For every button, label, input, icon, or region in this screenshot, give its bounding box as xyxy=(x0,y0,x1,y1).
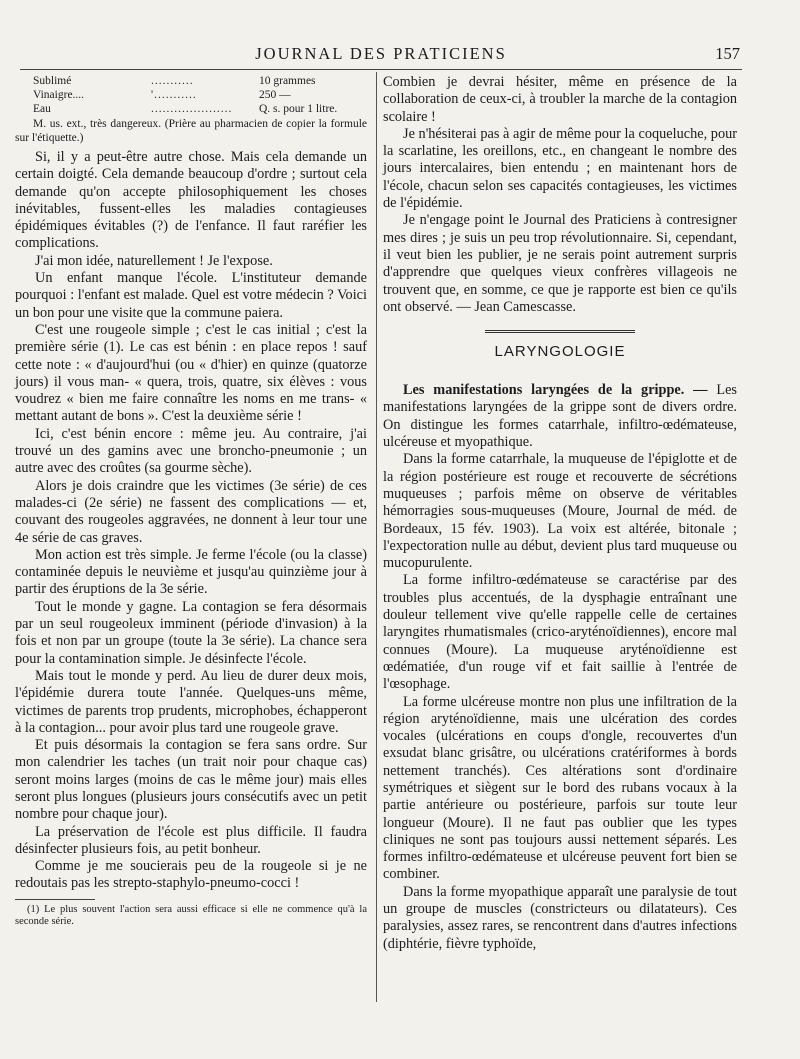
running-header xyxy=(20,40,742,70)
formula-ingredient: Vinaigre.... xyxy=(33,89,85,101)
paragraph: La forme ulcéreuse montre non plus une infiltration de la région aryténoïdienne, mais une ulcération des cordes vocales (ulcérations en coups d'ongle, recouvertes d'un exsudat blanc grisâtre, ou ulcérations cratériformes à bords nettement tranchés). Ces altérations sont d'ordinaire symétriques et siègent sur le bord des rubans vocaux à la partie antérieure ou postérieure, parfois sur toute leur longueur (Moure). Il ne faut pas oublier que les types cliniques ne sont pas toujours aussi nettement séparés. Les formes infiltro-œdémateuse et ulcéreuse peuvent fort bien se combiner. xyxy=(383,693,737,883)
paragraph: J'ai mon idée, naturellement ! Je l'expose. xyxy=(35,252,273,269)
page-number: 157 xyxy=(715,44,740,63)
article-title: Les manifestations laryngées de la grippe. — xyxy=(403,382,708,399)
formula-dots: ........... xyxy=(151,75,194,87)
paragraph: Je n'hésiterai pas à agir de même pour la coqueluche, pour la scarlatine, les oreillons, etc., en changeant le nombre des jours intercalaires, bien entendu ; en maintenant hors de l'école, chacun selon ses capacités contagieuses, les victimes de l'épidémie. xyxy=(383,125,737,212)
journal-title: JOURNAL DES PRATICIENS xyxy=(255,44,507,63)
paragraph: Dans la forme catarrhale, la muqueuse de l'épiglotte et de la région postérieure est rouge et recouverte de sécrétions muqueuses ; parfois même on observe de véritables hémorragies sous-muqueuses (Moure, Journal de méd. de Bordeaux, 15 fév. 1903). La voix est altérée, bitonale ; l'expectoration nulle au début, devient plus tard muqueuse ou mucopurulente. xyxy=(383,451,737,572)
formula-row xyxy=(15,74,367,88)
article-lead: Les manifestations laryngées de la grippe sont de divers ordre. On distingue les formes catarrhale, infiltro-œdémateuse, ulcéreuse et myopathique. xyxy=(383,382,737,451)
formula-ingredient: Eau xyxy=(33,103,51,115)
footnote-rule xyxy=(15,899,95,900)
paragraph: La préservation de l'école est plus difficile. Il faudra désinfecter plusieurs fois, au petit bonheur. xyxy=(15,823,367,857)
paragraph: Mon action est très simple. Je ferme l'école (ou la classe) contaminée depuis le neuvième et jusqu'au quinzième jour à partir des éruptions de la 3e série. xyxy=(15,546,367,598)
paragraph: Mais tout le monde y perd. Au lieu de durer deux mois, l'épidémie durera toute l'année. Quelques-uns même, victimes de parents trop prudents, microphobes, échapperont à la contagion... pour avoir plus tard une rougeole grave. xyxy=(15,667,367,736)
formula-quantity: 250 — xyxy=(259,89,291,101)
formula-note: M. us. ext., très dangereux. (Prière au pharmacien de copier la formule sur l'étiquette.) xyxy=(15,118,367,144)
footnote: (1) Le plus souvent l'action sera aussi efficace si elle ne commence qu'à la seconde série. xyxy=(15,903,367,928)
right-column xyxy=(383,74,737,953)
paragraph: Dans la forme myopathique apparaît une paralysie de tout un groupe de muscles (constricteurs ou dilatateurs). Ces paralysies, assez rares, se rencontrent dans d'autres infections (diphtérie, fièvre typhoïde, xyxy=(383,883,737,952)
paragraph: Et puis désormais la contagion se fera sans ordre. Sur mon calendrier les taches (un trait noir pour chaque cas) seront moins larges (moins de cas le même jour) mais elles seront plus longues (plusieurs jours consécutifs avec un petit nombre pour chaque jour). xyxy=(15,737,367,823)
article-paragraph xyxy=(383,382,737,451)
prescription-formula xyxy=(15,74,367,116)
paragraph: Comme je me soucierais peu de la rougeole si je ne redoutais pas les strepto-staphylo-pneumo-cocci ! xyxy=(15,858,367,892)
paragraph: La forme infiltro-œdémateuse se caractérise par des troubles plus accentués, de la dysphagie entraînant une douleur tellement vive qu'elle rappelle celle de certaines laryngites rhumatismales (crico-aryténoïdiennes), encore mal connues (Moure). La muqueuse aryténoïdienne est œdématiée, d'un rouge vif et fait saillie à l'entrée de l'œsophage. xyxy=(383,572,737,693)
section-title: LARYNGOLOGIE xyxy=(494,343,626,361)
left-column xyxy=(15,74,367,929)
formula-ingredient: Sublimé xyxy=(33,75,72,87)
paragraph: Tout le monde y gagne. La contagion se fera désormais par un seul rougeoleux imminent (période d'invasion) à la fois et non par un groupe (toute la 3e série). La chance sera pour la contamination simple. Je désinfecte l'école. xyxy=(15,598,367,667)
paragraph: Combien je devrai hésiter, même en présence de la collaboration de ceux-ci, à troubler la marche de la contagion scolaire ! xyxy=(383,74,737,125)
paragraph: Si, il y a peut-être autre chose. Mais cela demande un certain doigté. Cela demande beaucoup d'ordre ; surtout cela demande qu'on accepte philosophiquement les choses inévitables, fussent-elles les maladies contagieuses épidémiques évitables (?) de l'enfance. Il faut raréfier les complications. xyxy=(15,149,367,252)
formula-dots: ..................... xyxy=(151,103,233,115)
paragraph: Alors je dois craindre que les victimes (3e série) de ces malades-ci (2e série) ne fassent des complications — et, couvant des rougeoles aggravées, ne donnent à leur tour une 4e série de cas graves. xyxy=(15,477,367,546)
formula-row xyxy=(15,102,367,116)
paragraph: Un enfant manque l'école. L'instituteur demande pourquoi : l'enfant est malade. Quel est votre médecin ? Voici un bon pour une visite que la commune paiera. xyxy=(15,270,367,321)
paragraph: Ici, c'est bénin encore : même jeu. Au contraire, j'ai trouvé un des gamins avec une broncho-pneumonie ; un autre avec des croûtes (sa gourme sèche). xyxy=(15,425,367,477)
paragraph: C'est une rougeole simple ; c'est le cas initial ; c'est la première série (1). Le cas est bénin : en place repos ! sauf cette note : « d'aujourd'hui (ou « d'hier) en quinze (quatorze jours) il vous man- « quera, trois, quatre, six élèves : vous voudrez « bien me faire connaître les noms en me trans- « mettant autant de bons ». C'est la deuxième série ! xyxy=(15,321,367,425)
formula-quantity: 10 grammes xyxy=(259,75,316,87)
formula-row xyxy=(15,88,367,102)
paragraph: Je n'engage point le Journal des Praticiens à contresigner mes dires ; je suis un peu trop révolutionnaire. Si, cependant, il veut bien les publier, je ne serais point autrement surpris d'apprendre que quelques vieux confrères villageois ne trouvent que, en somme, ce que je rapporte est bien ce qu'ils ont observé. — Jean Camescasse. xyxy=(383,212,737,315)
formula-quantity: Q. s. pour 1 litre. xyxy=(259,103,338,115)
formula-dots: '........... xyxy=(151,89,197,101)
column-divider xyxy=(376,72,377,1002)
section-rule xyxy=(485,330,635,333)
header-rule xyxy=(20,69,742,70)
